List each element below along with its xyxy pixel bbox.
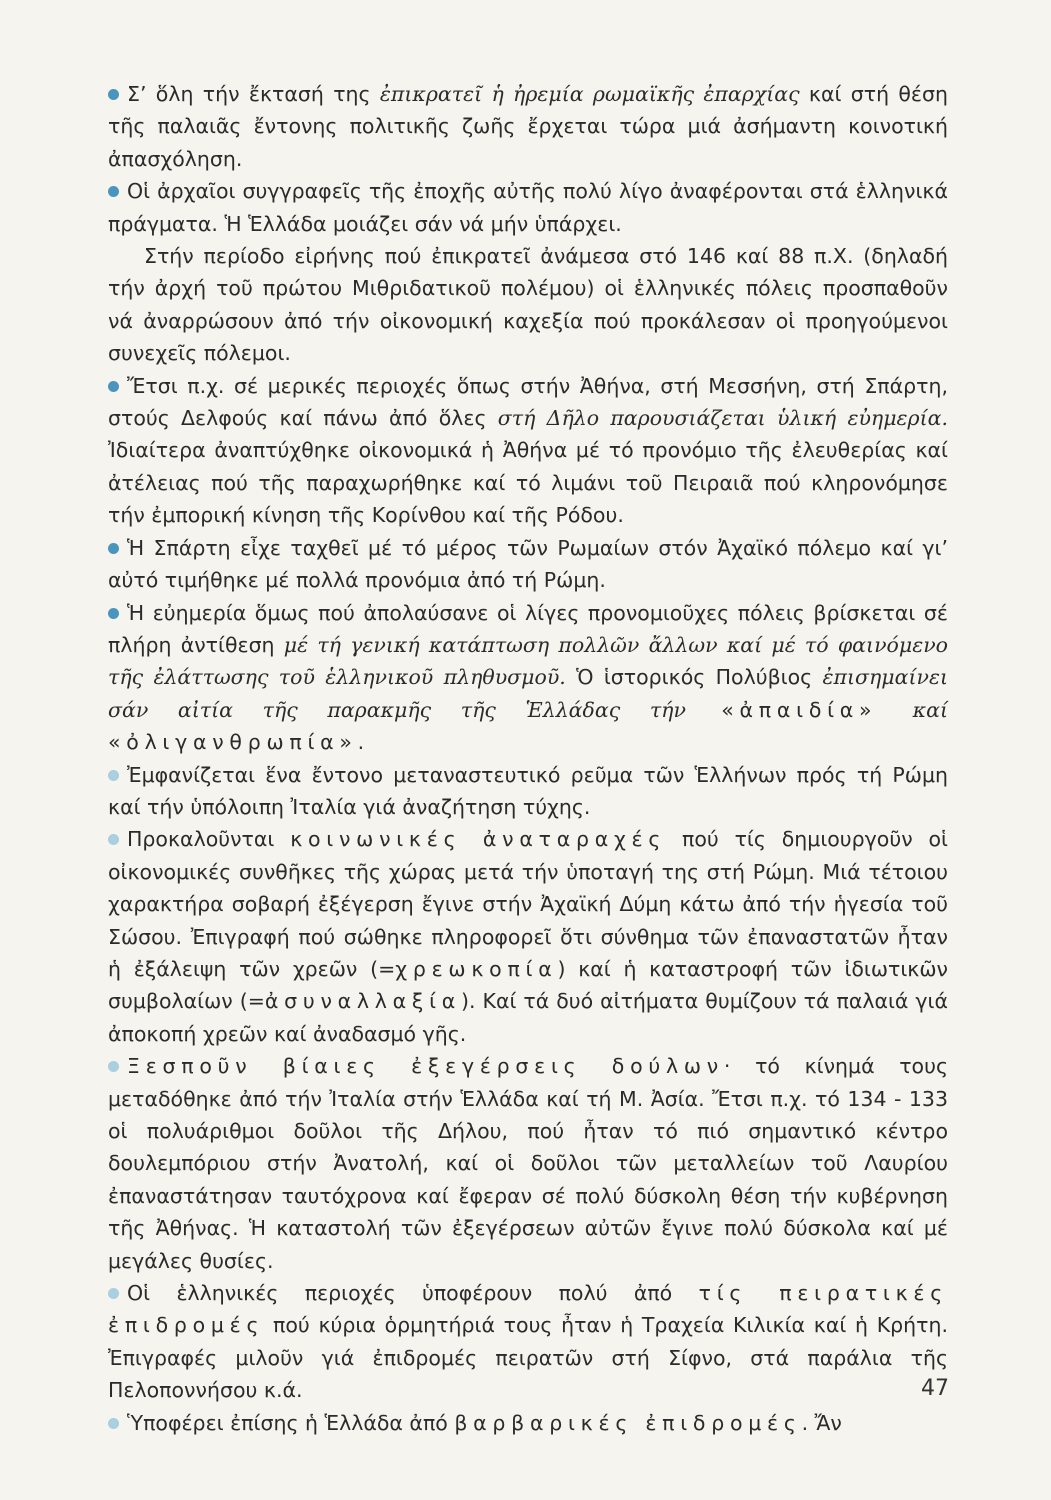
paragraph-4: Ἔτσι π.χ. σέ μερικές περιοχές ὅπως στήν Ἀθήνα, στή Μεσσήνη, στή Σπάρτη, στούς Δελφούς καί πάνω ἀπό ὅλες στή Δῆλο παρουσιάζεται ὑλική εὐημερία. Ἰδιαίτερα ἀναπτύχθηκε οἰκονομικά ἡ Ἀθήνα μέ τό προνόμιο τῆς ἐλευθερίας καί ἀτέλειας πού τῆς παραχωρήθηκε καί τό λιμάνι τοῦ Πειραιᾶ πού κληρονόμησε τήν ἐμπορική κίνηση τῆς Κορίνθου καί τῆς Ρόδου. — [108, 373, 948, 528]
blue-dot-icon — [108, 89, 119, 100]
blue-dot-icon — [108, 1418, 119, 1429]
paragraph-2: Οἱ ἀρχαῖοι συγγραφεῖς τῆς ἐποχῆς αὐτῆς πολύ λίγο ἀναφέρονται στά ἑλληνικά πράγματα. Ἡ Ἑλλάδα μοιάζει σάν νά μήν ὑπάρχει. — [108, 179, 948, 236]
blue-dot-icon — [108, 834, 119, 845]
blue-dot-icon — [108, 770, 119, 781]
page-number: 47 — [921, 1376, 949, 1401]
paragraph-10: Οἱ ἑλληνικές περιοχές ὑποφέρουν πολύ ἀπό τίς πειρατικές ἐπιδρομές πού κύρια ὁρμητήριά τους ἦταν ἡ Τραχεία Κιλικία καί ἡ Κρήτη. Ἐπιγραφές μιλοῦν γιά ἐπιδρομές πειρατῶν στή Σίφνο, στά παράλια τῆς Πελοποννήσου κ.ά. — [108, 1281, 949, 1403]
blue-dot-icon — [108, 381, 119, 392]
paragraph-1: Σ’ ὅλη τήν ἔκτασή της ἐπικρατεῖ ἡ ἠρεμία ρωμαϊκῆς ἐπαρχίας καί στή θέση τῆς παλαιᾶς ἔντονης πολιτικῆς ζωῆς ἔρχεται τώρα μιά ἀσήμαντη κοινοτική ἀπασχόληση. — [108, 82, 948, 171]
paragraph-6: Ἡ εὐημερία ὅμως πού ἀπολαύσανε οἱ λίγες προνομιοῦχες πόλεις βρίσκεται σέ πλήρη ἀντίθεση μέ τή γενική κατάπτωση πολλῶν ἄλλων καί μέ τό φαινόμενο τῆς ἐλάττωσης τοῦ ἑλληνικοῦ πληθυσμοῦ. Ὁ ἱστορικός Πολύβιος ἐπισημαίνει σάν αἰτία τῆς παρακμῆς τῆς Ἑλλάδας τήν «ἀπαιδία» καί «ὀλιγανθρωπία». — [108, 600, 948, 755]
blue-dot-icon — [108, 608, 119, 619]
paragraph-3: Στήν περίοδο εἰρήνης πού ἐπικρατεῖ ἀνάμεσα στό 146 καί 88 π.Χ. (δηλαδή τήν ἀρχή τοῦ πρώτου Μιθριδατικοῦ πολέμου) οἱ ἑλληνικές πόλεις προσπαθοῦν νά ἀναρρώσουν ἀπό τήν οἰκονομική καχεξία πού προκάλεσαν οἱ προηγούμενοι συνεχεῖς πόλεμοι. — [108, 244, 948, 366]
paragraph-11: Ὑποφέρει ἐπίσης ἡ Ἑλλάδα ἀπό βαρβαρικές ἐπιδρομές. Ἄν — [108, 1407, 948, 1439]
blue-dot-icon — [108, 1288, 119, 1299]
paragraph-8: Προκαλοῦνται κοινωνικές ἀναταραχές πού τίς δημιουργοῦν οἱ οἰκονομικές συνθῆκες τῆς χώρας μετά τήν ὑποταγή της στή Ρώμη. Μιά τέτοιου χαρακτήρα σοβαρή ἐξέγερση ἔγινε στήν Ἀχαϊκή Δύμη κάτω ἀπό τήν ἡγεσία τοῦ Σώσου. Ἐπιγραφή πού σώθηκε πληροφορεῖ ὅτι σύνθημα τῶν ἐπαναστατῶν ἦταν ἡ ἐξάλειψη τῶν χρεῶν (=χρεωκοπία) καί ἡ καταστροφή τῶν ἰδιωτικῶν συμβολαίων (=ἀσυναλλαξία). Καί τά δυό αἰτήματα θυμίζουν τά παλαιά γιά ἀποκοπή χρεῶν καί ἀναδασμό γῆς. — [108, 827, 948, 1046]
paragraph-7: Ἐμφανίζεται ἕνα ἔντονο μεταναστευτικό ρεῦμα τῶν Ἑλλήνων πρός τή Ρώμη καί τήν ὑπόλοιπη Ἰταλία γιά ἀναζήτηση τύχης. — [108, 762, 948, 819]
paragraph-9: Ξεσποῦν βίαιες ἐξεγέρσεις δούλων· τό κίνημά τους μεταδόθηκε ἀπό τήν Ἰταλία στήν Ἑλλάδα καί τή Μ. Ἀσία. Ἔτσι π.χ. τό 134 - 133 οἱ πολυάριθμοι δοῦλοι τῆς Δήλου, πού ἦταν τό πιό σημαντικό κέντρο δουλεμπόριου στήν Ἀνατολή, καί οἱ δοῦλοι τῶν μεταλλείων τοῦ Λαυρίου ἐπαναστάτησαν ταυτόχρονα καί ἔφεραν σέ πολύ δύσκολη θέση τήν κυβέρνηση τῆς Ἀθήνας. Ἡ καταστολή τῶν ἐξεγέρσεων αὐτῶν ἔγινε πολύ δύσκολα καί μέ μεγάλες θυσίες. — [108, 1054, 948, 1273]
blue-dot-icon — [108, 543, 119, 554]
blue-dot-icon — [108, 186, 119, 197]
paragraph-5: Ἡ Σπάρτη εἶχε ταχθεῖ μέ τό μέρος τῶν Ρωμαίων στόν Ἀχαϊκό πόλεμο καί γι’ αὐτό τιμήθηκε μέ πολλά προνόμια ἀπό τή Ρώμη. — [108, 535, 948, 593]
blue-dot-icon — [108, 1061, 119, 1072]
body-text — [108, 78, 948, 1439]
